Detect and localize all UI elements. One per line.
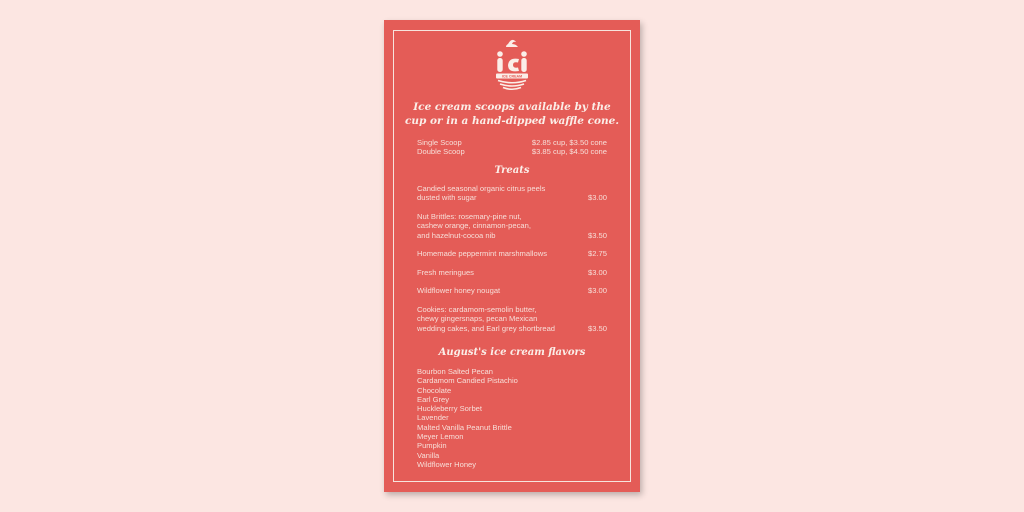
treat-row: [417, 184, 607, 203]
treat-name: Fresh meringues: [417, 268, 474, 277]
treat-name: Cookies: cardamom-semolin butter, chewy gingersnaps, pecan Mexican wedding cakes, and Earl grey shortbread: [417, 305, 556, 333]
treat-row: [417, 268, 607, 277]
treat-price: $3.50: [587, 323, 607, 333]
flavor-item: Earl Grey: [417, 394, 450, 404]
flavor-item: Malted Vanilla Peanut Brittle: [417, 422, 512, 432]
flavor-list: [417, 367, 518, 469]
treat-price: $3.00: [587, 268, 607, 277]
treat-name: Nut Brittles: rosemary-pine nut, cashew orange, cinnamon-pecan, and hazelnut-cocoa nib: [417, 212, 531, 240]
flavor-item: Huckleberry Sorbet: [417, 404, 482, 414]
treat-row: [417, 249, 607, 258]
scoop-price: $2.85 cup, $3.50 cone: [531, 138, 607, 147]
scoop-price: $3.85 cup, $4.50 cone: [531, 147, 607, 156]
treat-price: $3.00: [587, 193, 607, 203]
treat-name: Candied seasonal organic citrus peels dusted with sugar: [417, 184, 546, 203]
flavor-item: Vanilla: [417, 450, 440, 460]
treat-price: $2.75: [587, 249, 607, 258]
menu-card: [384, 20, 640, 492]
flavors-heading: August's ice cream flavors: [438, 347, 586, 358]
flavor-item: Bourbon Salted Pecan: [417, 367, 493, 376]
treat-price: $3.00: [587, 286, 607, 295]
flavor-item: Cardamom Candied Pistachio: [417, 376, 518, 386]
scoop-row: [417, 138, 607, 147]
treats-heading: Treats: [494, 165, 530, 176]
flavor-item: Meyer Lemon: [417, 432, 464, 442]
treat-row: [417, 305, 607, 333]
flavor-item: Wildflower Honey: [417, 459, 477, 469]
scoop-row: [417, 147, 607, 156]
flavor-item: Chocolate: [417, 385, 452, 395]
treat-price: $3.50: [587, 230, 607, 240]
flavor-item: Pumpkin: [417, 441, 447, 451]
scoop-name: Single Scoop: [417, 138, 462, 147]
treat-name: Homemade peppermint marshmallows: [417, 249, 547, 258]
flavor-item: Lavender: [417, 413, 449, 423]
treat-row: [417, 212, 607, 240]
logo-tagline: ICE CREAM: [501, 74, 523, 79]
treat-row: [417, 286, 607, 295]
treat-name: Wildflower honey nougat: [417, 286, 501, 295]
scoop-name: Double Scoop: [417, 147, 465, 156]
ici-logo: [491, 35, 533, 93]
intro-text: Ice cream scoops available by the cup or in a hand-dipped waffle cone.: [405, 101, 619, 127]
